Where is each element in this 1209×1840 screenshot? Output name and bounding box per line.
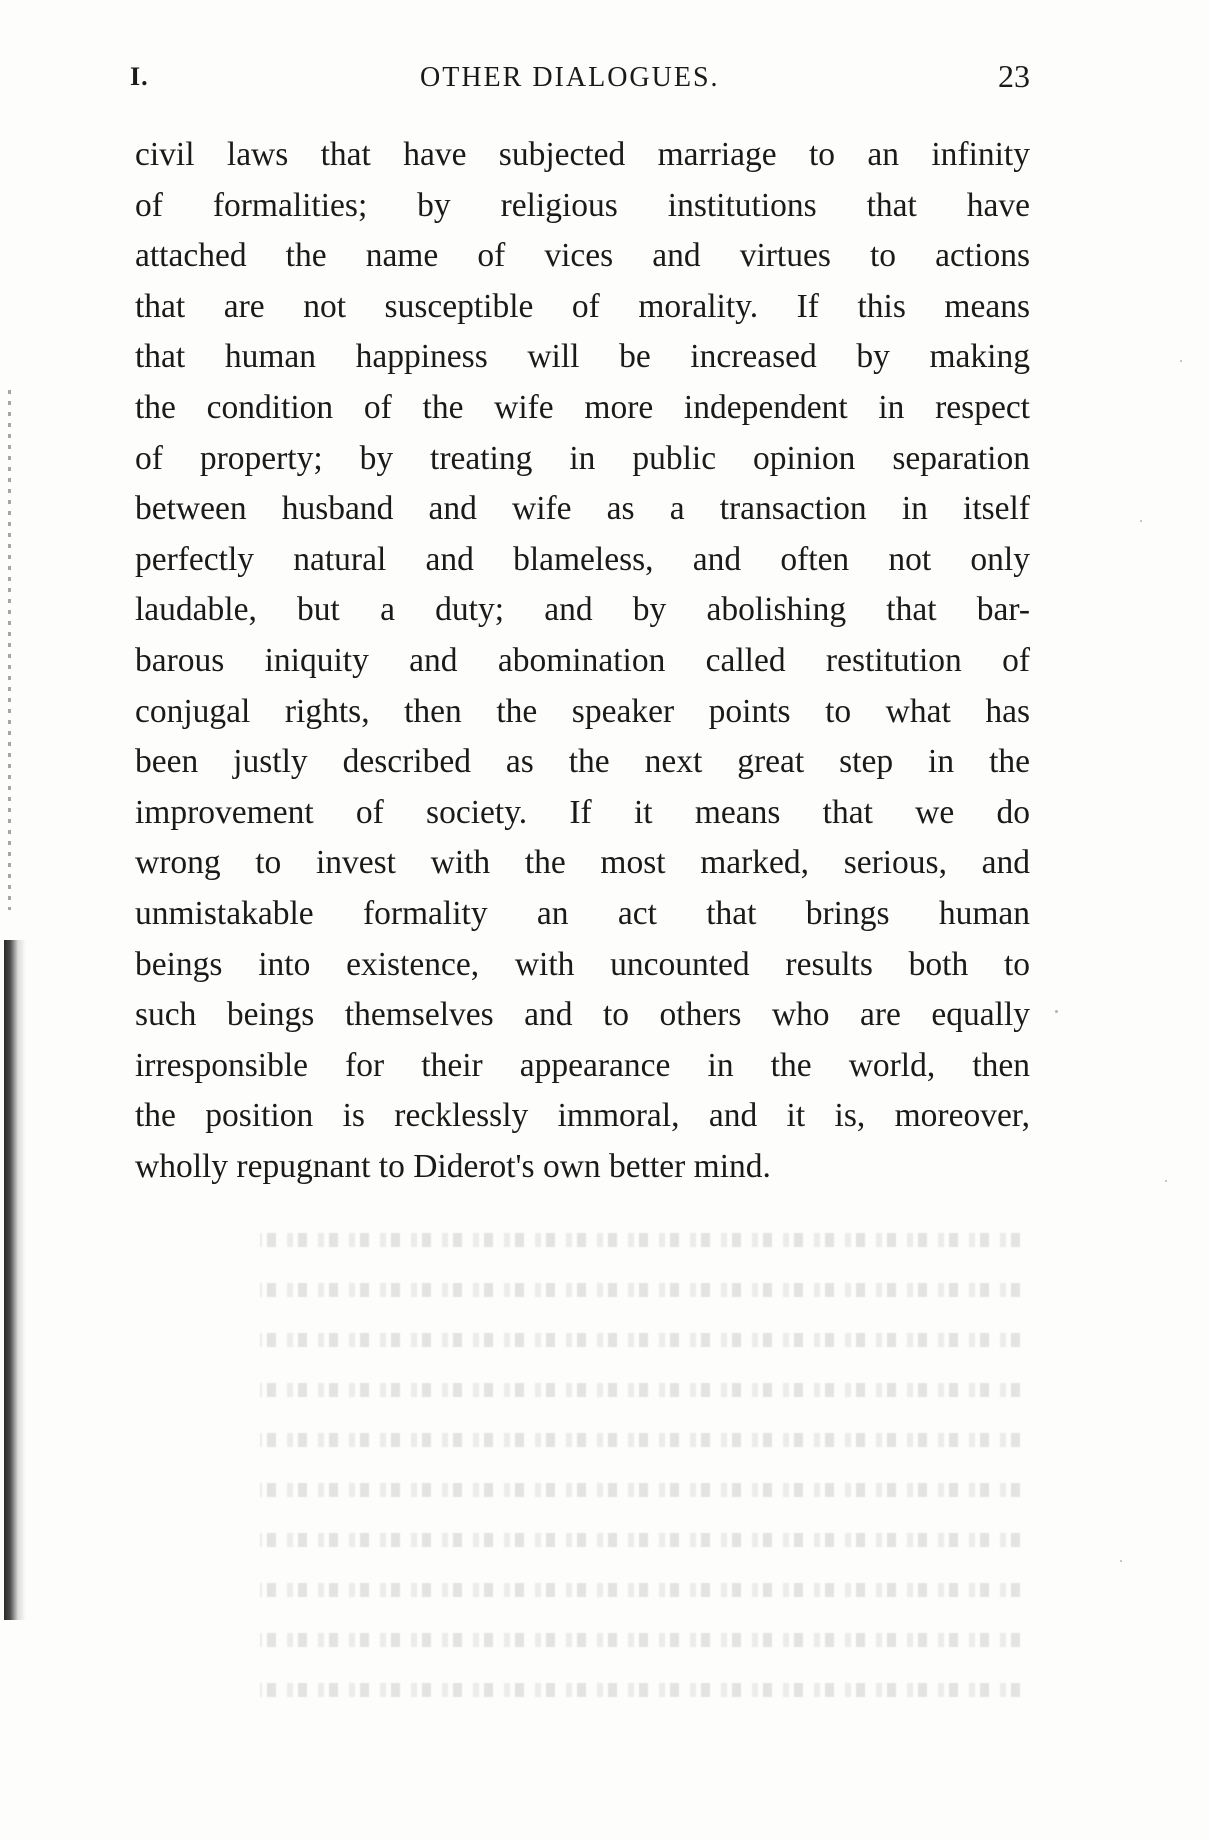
text-line: of property; by treating in public opinion separation: [135, 439, 1030, 477]
page-number: 23: [998, 58, 1030, 94]
body-text: [135, 130, 1030, 1192]
text-line: the condition of the wife more independent in respect: [135, 388, 1030, 426]
text-line: that are not susceptible of morality. If this means: [135, 287, 1030, 325]
text-line: unmistakable formality an act that brings human: [135, 894, 1030, 932]
paper-speck: [1140, 520, 1142, 522]
text-line: conjugal rights, then the speaker points to what has: [135, 692, 1030, 730]
text-line: irresponsible for their appearance in the world, then: [135, 1046, 1030, 1084]
text-line-last: wholly repugnant to Diderot's own better mind.: [135, 1147, 771, 1185]
text-line: attached the name of vices and virtues to actions: [135, 237, 1030, 275]
paper-speck: [1055, 1010, 1058, 1013]
text-line: the position is recklessly immoral, and it is, moreover,: [135, 1097, 1030, 1135]
paper-speck: [1120, 1560, 1122, 1562]
text-line: improvement of society. If it means that we do: [135, 793, 1030, 831]
text-line: beings into existence, with uncounted results both to: [135, 945, 1030, 983]
binding-shadow: [4, 940, 26, 1620]
running-title: OTHER DIALOGUES.: [420, 62, 720, 93]
paper-speck: [1165, 1180, 1167, 1182]
text-line: laudable, but a duty; and by abolishing that bar-: [135, 591, 1030, 629]
text-line: between husband and wife as a transaction in itself: [135, 490, 1030, 528]
text-line: perfectly natural and blameless, and often not only: [135, 540, 1030, 578]
text-line: of formalities; by religious institutions that have: [135, 186, 1030, 224]
section-mark: I.: [130, 62, 149, 91]
text-line: been justly described as the next great step in the: [135, 743, 1030, 781]
running-header: [130, 58, 1030, 98]
text-line: such beings themselves and to others who are equally: [135, 996, 1030, 1034]
text-line: civil laws that have subjected marriage to an infinity: [135, 136, 1030, 173]
text-line: wrong to invest with the most marked, serious, and: [135, 844, 1030, 882]
text-line: that human happiness will be increased by making: [135, 338, 1030, 376]
text-line: barous iniquity and abomination called restitution of: [135, 641, 1030, 679]
show-through-text: [260, 1215, 1020, 1775]
binding-edge-marks: [8, 390, 11, 910]
paper-speck: [1180, 360, 1182, 362]
